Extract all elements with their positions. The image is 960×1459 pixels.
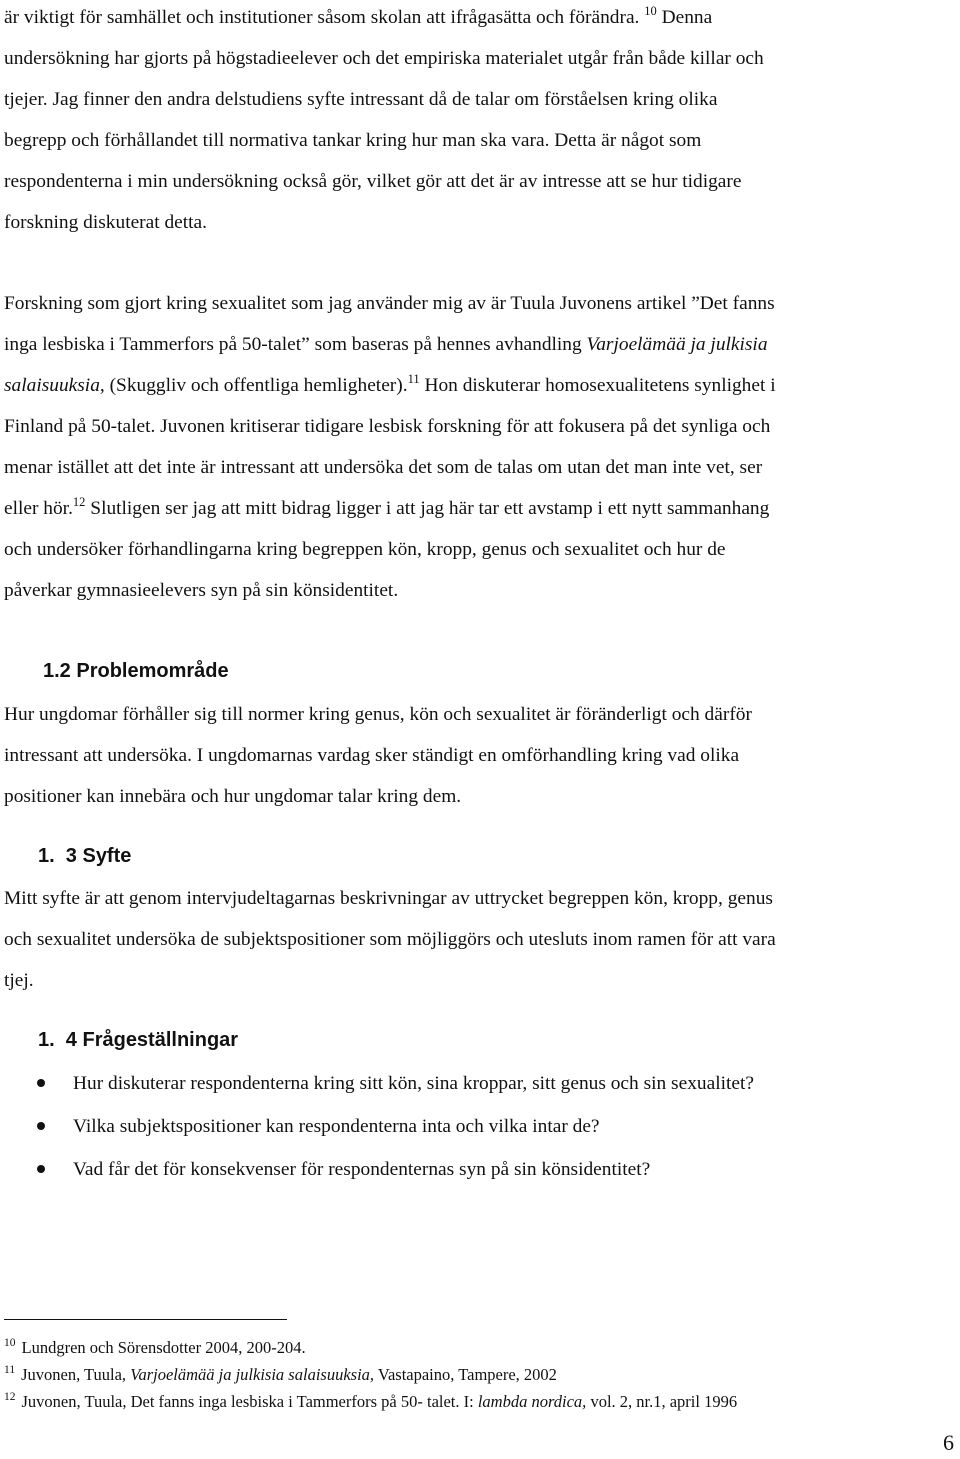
text-line: Mitt syfte är att genom intervjudeltagarnas beskrivningar av uttrycket begreppen kön, kropp, genus <box>4 888 773 909</box>
bullet-icon <box>37 1165 45 1173</box>
paragraph-intro-continuation <box>4 0 954 243</box>
text-line: salaisuuksia, (Skuggliv och offentliga hemligheter).$^{11}$ Hon diskuterar homosexualitetens synlighet i <box>4 372 776 396</box>
footnote-separator <box>4 1319 287 1320</box>
text-line: tjejer. Jag finner den andra delstudiens syfte intressant då de talar om förståelsen kring olika <box>4 89 718 110</box>
section-heading-problem: 1.2 Problemområde <box>43 660 229 682</box>
footnote-ref-10[interactable]: 10 <box>644 4 657 18</box>
text-line: inga lesbiska i Tammerfors på 50-talet” som baseras på hennes avhandling Varjoelämää ja julkisia <box>4 334 768 355</box>
research-questions-list <box>4 1062 954 1191</box>
text-line: Finland på 50-talet. Juvonen kritiserar tidigare lesbisk forskning för att fokusera på det synliga och <box>4 416 771 437</box>
text-line: påverkar gymnasieelevers syn på sin könsidentitet. <box>4 580 399 601</box>
list-item: Hur diskuterar respondenterna kring sitt kön, sina kroppar, sitt genus och sin sexualitet? <box>4 1062 954 1105</box>
paragraph-purpose <box>4 878 954 1001</box>
text-line: Hur ungdomar förhåller sig till normer kring genus, kön och sexualitet är föränderligt och därför <box>4 704 752 725</box>
text-line: är viktigt för samhället och institutioner såsom skolan att ifrågasätta och förändra. $^{10}$ Denna <box>4 4 713 28</box>
bullet-icon <box>37 1079 45 1087</box>
text-line: tjej. <box>4 970 34 991</box>
footnote-ref-12[interactable]: 12 <box>72 495 86 509</box>
footnote-12: $^{12}$ Juvonen, Tuula, Det fanns inga lesbiska i Tammerfors på 50- talet. I: lambda nordica, vol. 2, nr.1, april 1996 <box>4 1391 738 1411</box>
text-line: begrepp och förhållandet till normativa tankar kring hur man ska vara. Detta är något som <box>4 130 702 151</box>
text-line: positioner kan innebära och hur ungdomar talar kring dem. <box>4 786 462 807</box>
italic-title: Varjoelämää ja julkisia <box>586 334 768 355</box>
section-heading-purpose: 1. 3 Syfte <box>38 845 132 867</box>
list-item: Vad får det för konsekvenser för respondenternas syn på sin könsidentitet? <box>4 1148 954 1191</box>
text-line: menar istället att det inte är intressant att undersöka det som de talas om utan det man inte vet, ser <box>4 457 763 478</box>
text-line: Forskning som gjort kring sexualitet som jag använder mig av är Tuula Juvonens artikel ”Det fanns <box>4 293 775 314</box>
text-line: och sexualitet undersöka de subjektspositioner som möjliggörs och utesluts inom ramen för att vara <box>4 929 776 950</box>
page-number: 6 <box>943 1430 954 1455</box>
text-line: eller hör.$^{12}$ Slutligen ser jag att mitt bidrag ligger i att jag här tar ett avstamp i ett nytt sammanhang <box>4 495 770 519</box>
paragraph-problem <box>4 694 954 817</box>
footnote-ref-11[interactable]: 11 <box>407 372 420 386</box>
text-line: intressant att undersöka. I ungdomarnas vardag sker ständigt en omförhandling kring vad olika <box>4 745 740 766</box>
footnote-number: 10 <box>4 1337 16 1349</box>
italic-title: salaisuuksia, <box>4 375 105 396</box>
paragraph-research-review <box>4 283 954 611</box>
text-line: respondenterna i min undersökning också gör, vilket gör att det är av intresse att se hur tidigare <box>4 171 742 192</box>
footnote-number: 11 <box>4 1364 16 1376</box>
section-heading-questions: 1. 4 Frågeställningar <box>38 1029 239 1051</box>
text-line: undersökning har gjorts på högstadieelever och det empiriska materialet utgår från både killar och <box>4 48 764 69</box>
footnote-10: $^{10}$ Lundgren och Sörensdotter 2004, 200-204. <box>4 1337 306 1357</box>
bullet-icon <box>37 1122 45 1130</box>
text-line: och undersöker förhandlingarna kring begreppen kön, kropp, genus och sexualitet och hur de <box>4 539 726 560</box>
text-line: forskning diskuterat detta. <box>4 212 208 233</box>
footnote-number: 12 <box>4 1391 16 1403</box>
footnotes <box>4 1334 954 1415</box>
footnote-11: $^{11}$ Juvonen, Tuula, Varjoelämää ja julkisia salaisuuksia, Vastapaino, Tampere, 2002 <box>4 1364 557 1384</box>
list-item: Vilka subjektspositioner kan respondenterna inta och vilka intar de? <box>4 1105 954 1148</box>
